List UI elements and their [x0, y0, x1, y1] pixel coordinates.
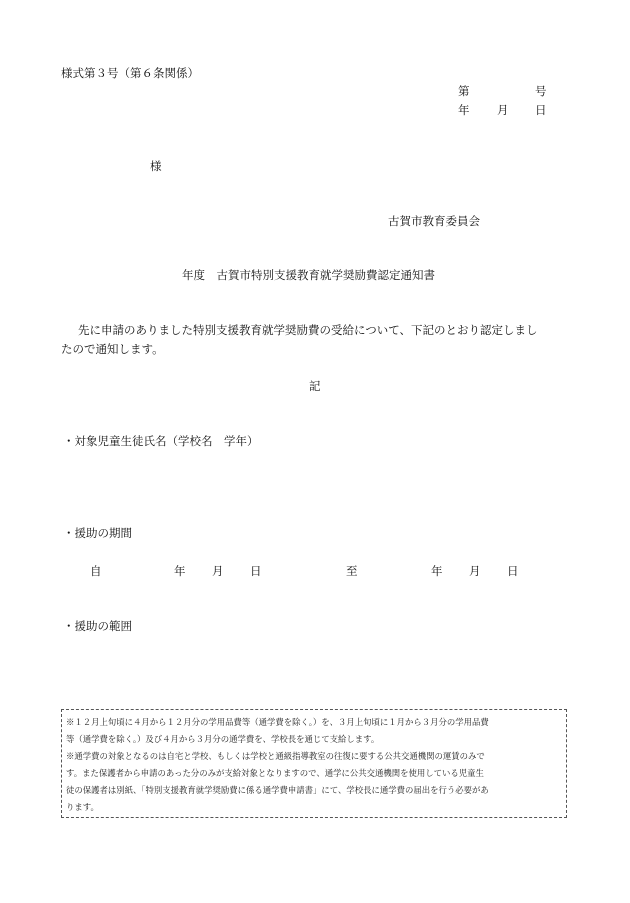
sender-name: 古賀市教育委員会 [388, 214, 480, 228]
notice-line-1: ※１２月上旬頃に４月から１２月分の学用品費等（通学費を除く。）を、３月上旬頃に１月から３月分の学用品費 [66, 717, 489, 727]
recipient-honorific: 様 [150, 159, 162, 173]
date-year-label: 年 [458, 103, 470, 117]
body-line-1: 先に申請のありました特別支援教育就学奨励費の受給について、下記のとおり認定しまし [78, 323, 538, 337]
notice-box [61, 709, 567, 818]
date-day-label: 日 [535, 103, 547, 117]
notice-line-2: 等（通学費を除く。）及び４月から３月分の通学費を、学校長を通じて支給します。 [66, 734, 380, 744]
document-title: 年度 古賀市特別支援教育就学奨励費認定通知書 [182, 268, 435, 282]
period-from-month: 月 [212, 564, 224, 578]
body-line-2: たので通知します。 [61, 342, 164, 356]
period-to-label: 至 [346, 564, 358, 578]
form-label: 様式第３号（第６条関係） [61, 66, 199, 80]
number-prefix: 第 [458, 84, 470, 98]
period-to-day: 日 [507, 564, 519, 578]
notice-line-3: ※通学費の対象となるのは自宅と学校、もしくは学校と通級指導教室の往復に要する公共交通機関の運賃のみで [66, 751, 485, 761]
date-month-label: 月 [497, 103, 509, 117]
notice-line-4: す。また保護者から申請のあった分のみが支給対象となりますので、通学に公共交通機関を使用している児童生 [66, 768, 484, 778]
period-from-label: 自 [90, 564, 102, 578]
period-from-day: 日 [250, 564, 262, 578]
section-period: ・援助の期間 [63, 526, 132, 540]
notice-line-6: ります。 [66, 802, 99, 812]
period-to-year: 年 [431, 564, 443, 578]
section-student: ・対象児童生徒氏名（学校名 学年） [63, 434, 259, 448]
record-heading: 記 [309, 379, 321, 393]
period-from-year: 年 [174, 564, 186, 578]
section-scope: ・援助の範囲 [63, 619, 132, 633]
number-suffix: 号 [535, 84, 547, 98]
period-to-month: 月 [469, 564, 481, 578]
notice-line-5: 徒の保護者は別紙、「特別支援教育就学奨励費に係る通学費申請書」にて、学校長に通学費の届出を行う必要があ [66, 785, 489, 795]
